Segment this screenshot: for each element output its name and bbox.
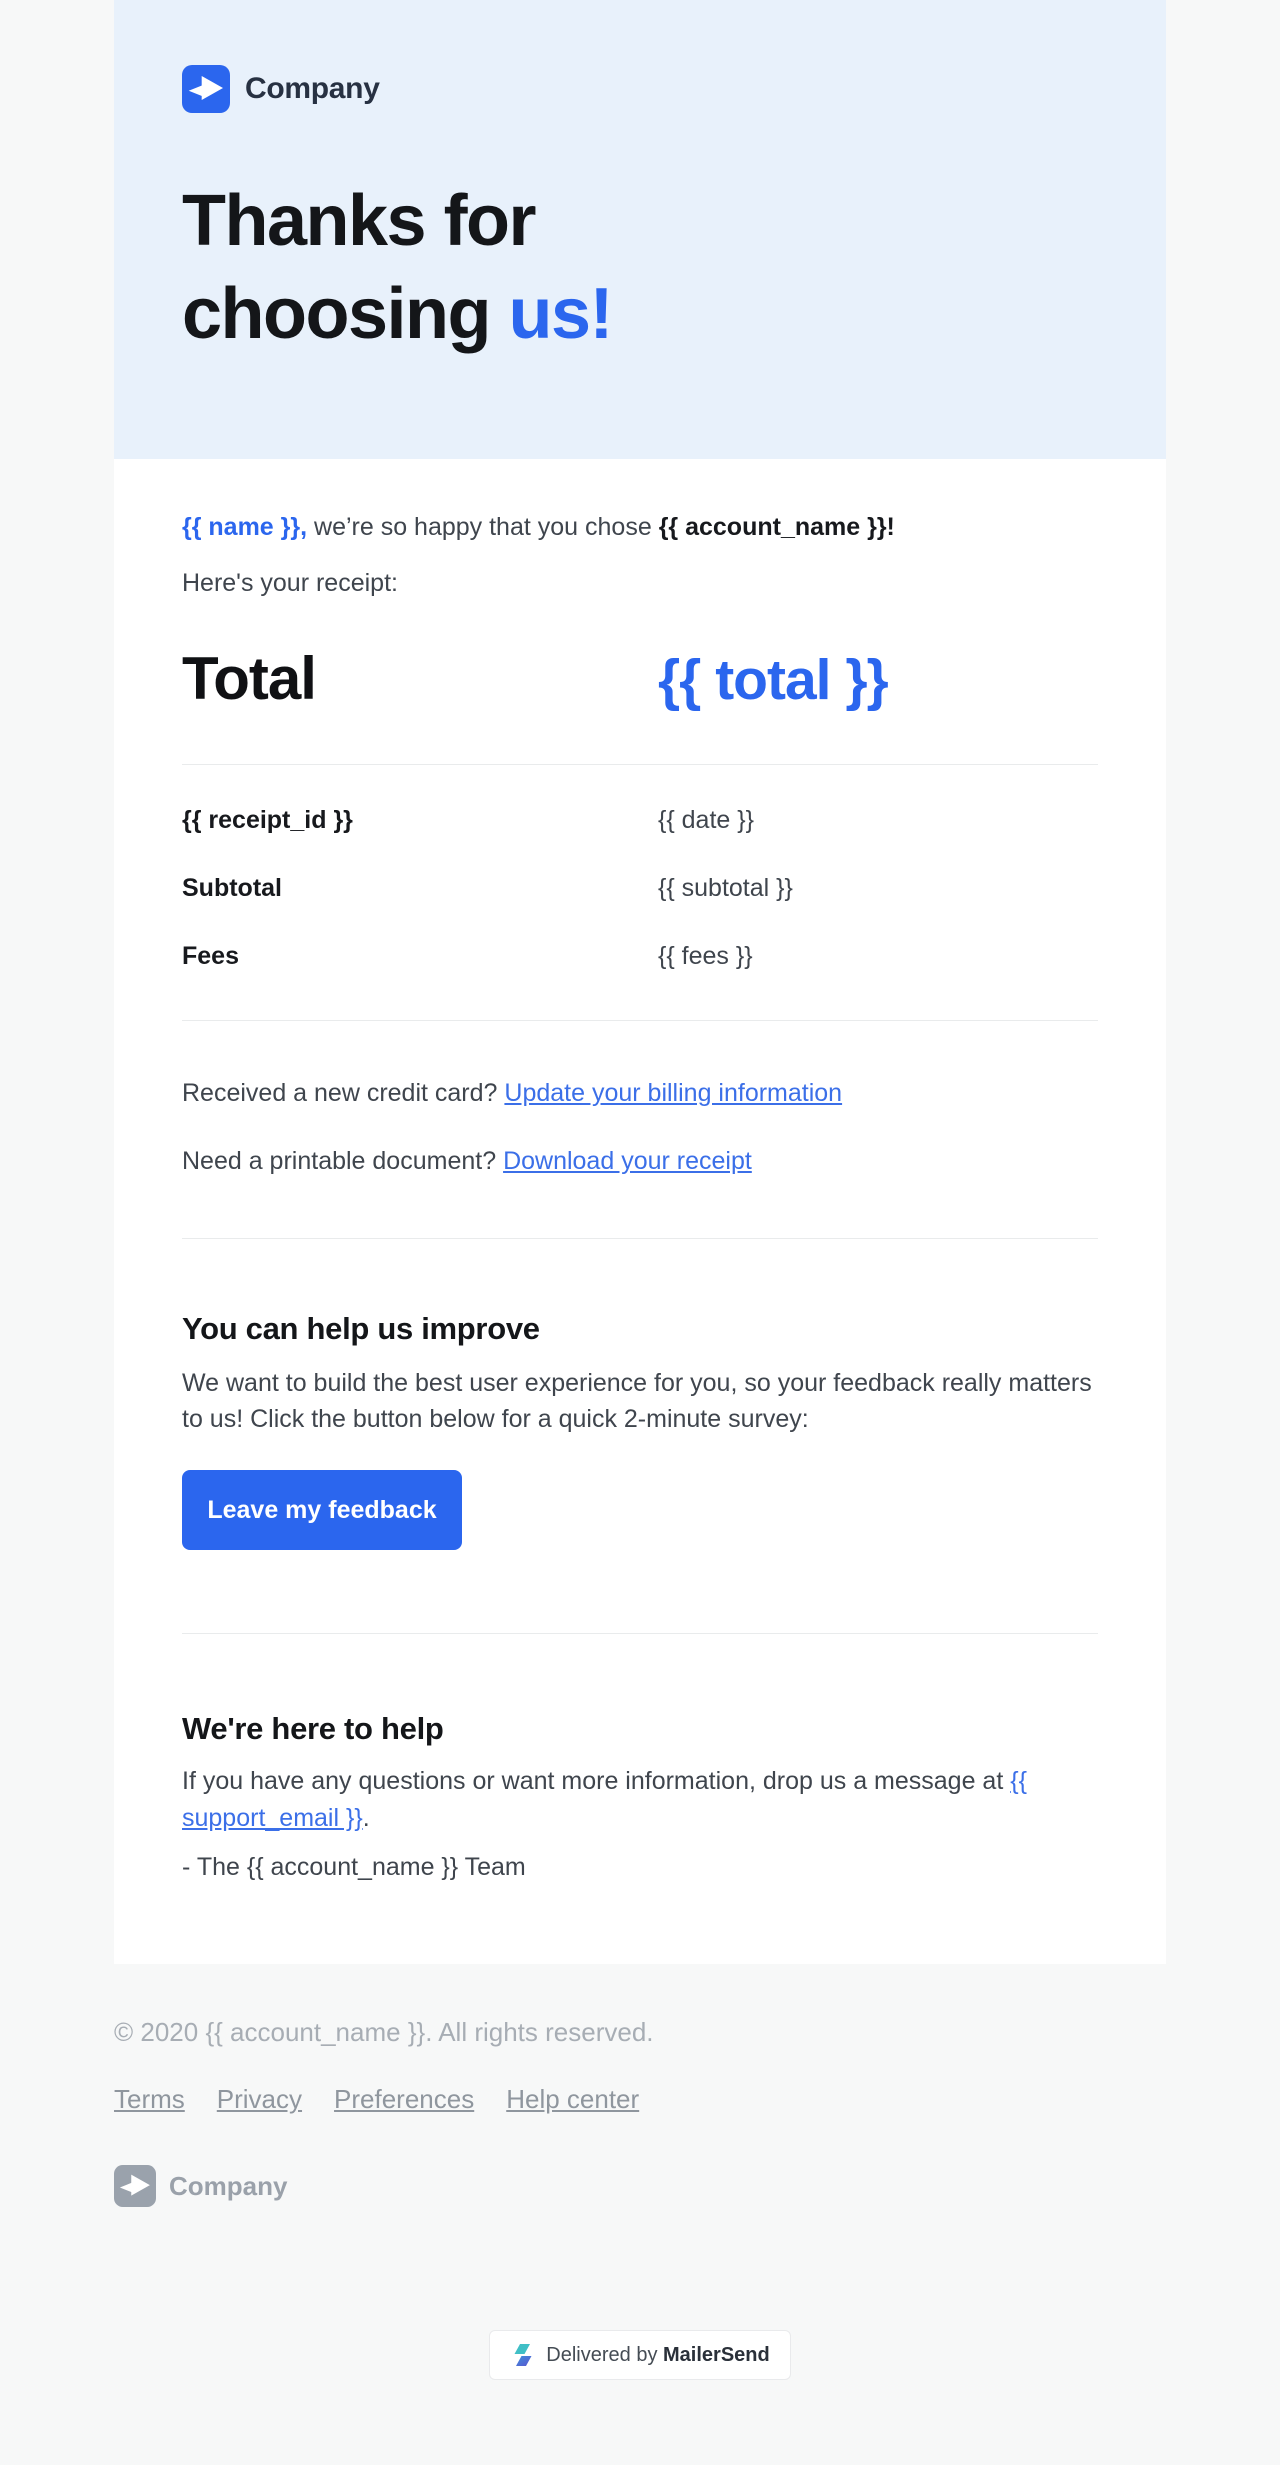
intro-paragraph: [182, 459, 1098, 544]
subtotal-value: {{ subtotal }}: [658, 874, 793, 902]
receipt-intro-line: Here's your receipt:: [182, 569, 398, 597]
printable-question-text: Need a printable document?: [182, 1147, 497, 1175]
billing-question-line: [182, 1076, 1098, 1110]
email-wrapper: [114, 0, 1166, 2380]
badge-brand: MailerSend: [663, 2343, 770, 2366]
divider: [182, 1020, 1098, 1021]
help-body-period: .: [362, 1804, 370, 1832]
email-content: [114, 459, 1166, 1964]
subtotal-label: Subtotal: [182, 874, 282, 902]
receipt-id-label: {{ receipt_id }}: [182, 806, 353, 834]
table-row: [182, 939, 1098, 973]
feedback-heading: You can help us improve: [182, 1311, 540, 1346]
help-body-text: If you have any questions or want more information, drop us a message at: [182, 1767, 1004, 1795]
footer-brand-row: [114, 2165, 1166, 2207]
preferences-link[interactable]: Preferences: [334, 2084, 475, 2114]
email-header: [114, 0, 1166, 459]
hero-title-line1: Thanks for: [182, 181, 536, 261]
terms-link[interactable]: Terms: [114, 2084, 185, 2114]
support-email-link[interactable]: {{ support_email }}: [182, 1767, 1027, 1832]
help-center-link[interactable]: Help center: [506, 2084, 640, 2114]
company-logo-gray-icon: [114, 2165, 156, 2207]
name-variable: {{ name }},: [182, 513, 308, 541]
company-logo-icon: [182, 65, 230, 113]
brand-row: [182, 65, 1098, 113]
footer-links: [114, 2082, 1166, 2116]
email-card: [114, 0, 1166, 1964]
hero-title-accent: us!: [508, 274, 613, 354]
total-row: [182, 643, 1098, 716]
total-value: {{ total }}: [658, 648, 888, 712]
date-value: {{ date }}: [658, 806, 754, 834]
divider: [182, 1633, 1098, 1634]
help-heading: We're here to help: [182, 1711, 444, 1746]
help-body: [182, 1763, 1098, 1837]
hero-title-line2: choosing: [182, 274, 490, 354]
update-billing-link[interactable]: Update your billing information: [504, 1079, 843, 1107]
table-row: [182, 871, 1098, 905]
leave-feedback-button[interactable]: Leave my feedback: [182, 1470, 462, 1550]
brand-name: Company: [245, 72, 380, 105]
badge-text: [546, 2344, 769, 2367]
divider: [182, 764, 1098, 765]
billing-question-text: Received a new credit card?: [182, 1079, 498, 1107]
fees-label: Fees: [182, 942, 239, 970]
download-receipt-link[interactable]: Download your receipt: [503, 1147, 752, 1175]
team-signature: - The {{ account_name }} Team: [182, 1853, 526, 1881]
intro-middle-text: we’re so happy that you chose: [314, 513, 652, 541]
mailersend-badge[interactable]: [489, 2330, 790, 2380]
fees-value: {{ fees }}: [658, 942, 753, 970]
footer-brand-name: Company: [169, 2170, 288, 2201]
email-footer: [114, 1964, 1166, 2380]
printable-question-line: [182, 1144, 1098, 1178]
total-label: Total: [182, 645, 316, 712]
divider: [182, 1238, 1098, 1239]
badge-prefix: Delivered by: [546, 2343, 658, 2366]
feedback-body: We want to build the best user experience for you, so your feedback really matters to us! Click the button below for a quick 2-minute survey:: [182, 1369, 1092, 1433]
hero-title: [182, 175, 1098, 361]
table-row: [182, 803, 1098, 837]
account-name-variable: {{ account_name }}!: [658, 513, 895, 541]
copyright-text: © 2020 {{ account_name }}. All rights reserved.: [114, 2017, 654, 2047]
mailersend-icon: [510, 2342, 536, 2368]
privacy-link[interactable]: Privacy: [216, 2084, 303, 2114]
